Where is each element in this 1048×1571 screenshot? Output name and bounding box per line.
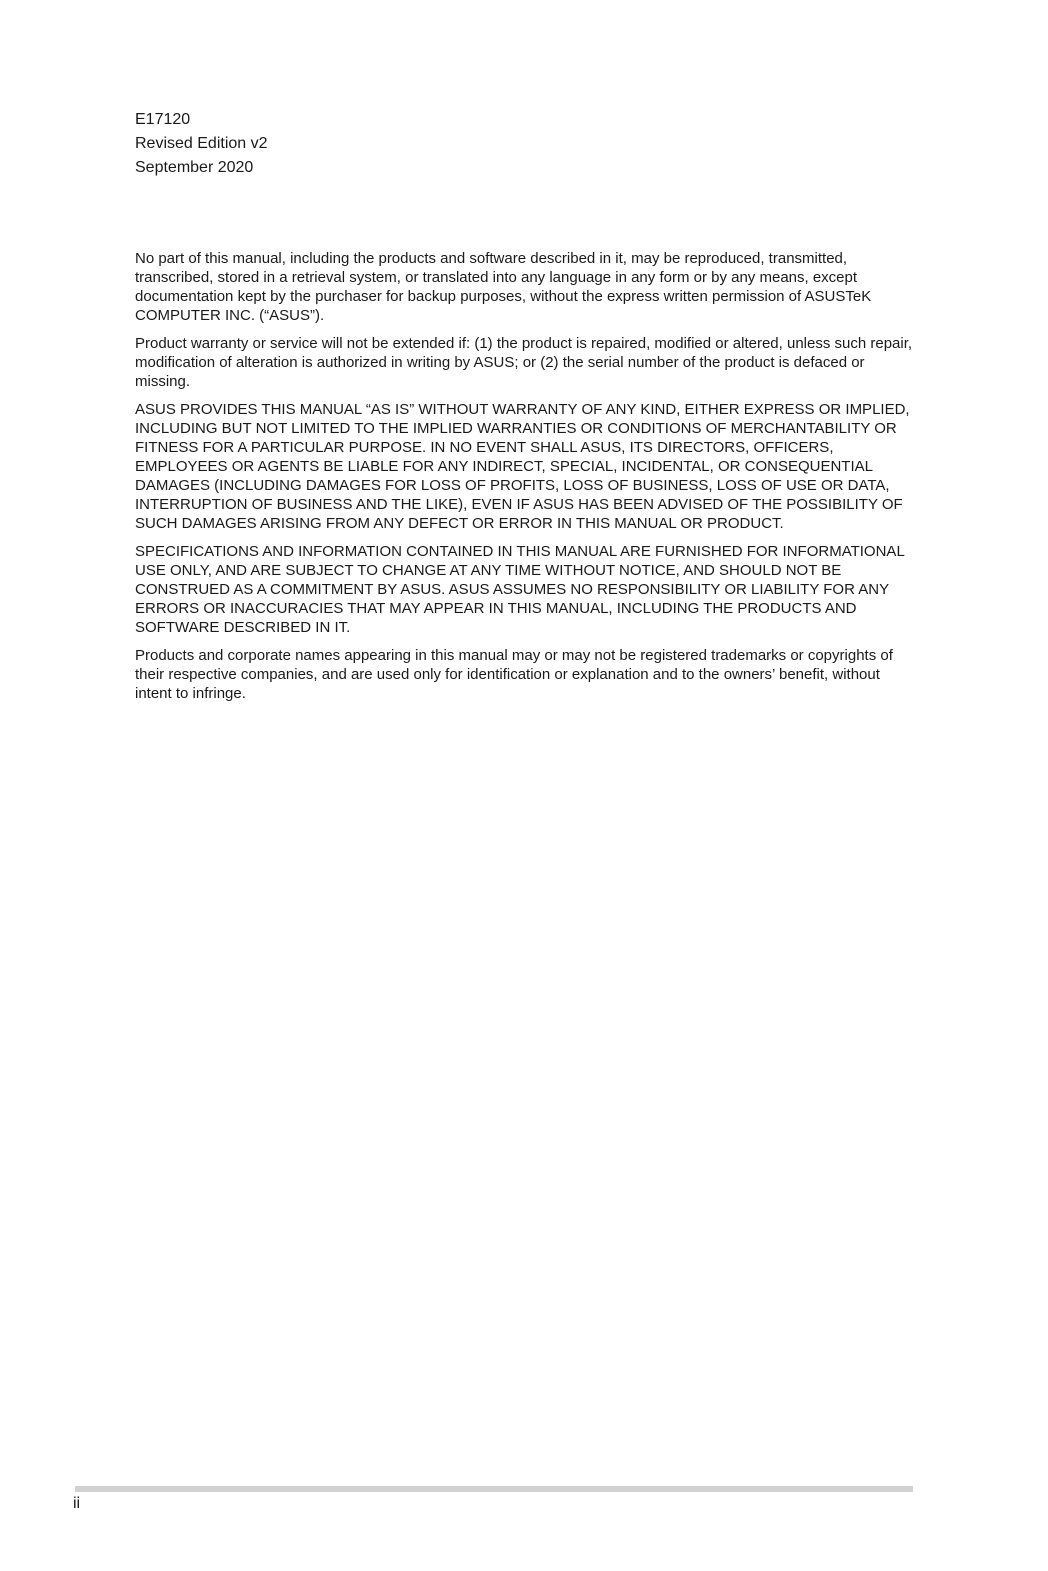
legal-text-block xyxy=(135,249,917,712)
paragraph-trademarks-notice: Products and corporate names appearing in this manual may or may not be registered trademarks or copyrights of their respective companies, and are used only for identification or explanation and to the owners’ benefit, without intent to infringe. xyxy=(135,647,893,702)
edition-date: September 2020 xyxy=(135,159,254,176)
footer-divider-rule xyxy=(75,1486,913,1492)
edition-label: Revised Edition v2 xyxy=(135,135,268,152)
paragraph-reproduction-notice: No part of this manual, including the products and software described in it, may be reproduced, transmitted, transcribed, stored in a retrieval system, or translated into any language in any form or by any means, except documentation kept by the purchaser for backup purposes, without the express written permission of ASUSTeK COMPUTER INC. (“ASUS”). xyxy=(135,250,872,324)
paragraph-specifications-notice: SPECIFICATIONS AND INFORMATION CONTAINED IN THIS MANUAL ARE FURNISHED FOR INFORMATIONAL USE ONLY, AND ARE SUBJECT TO CHANGE AT ANY TIME WITHOUT NOTICE, AND SHOULD NOT BE CONSTRUED AS A COMMITMENT BY ASUS. ASUS ASSUMES NO RESPONSIBILITY OR LIABILITY FOR ANY ERRORS OR INACCURACIES THAT MAY APPEAR IN THIS MANUAL, INCLUDING THE PRODUCTS AND SOFTWARE DESCRIBED IN IT. xyxy=(135,543,905,636)
paragraph-warranty-conditions: Product warranty or service will not be extended if: (1) the product is repaired, modified or altered, unless such repair, modification of alteration is authorized in writing by ASUS; or (2) the serial number of the product is defaced or missing. xyxy=(135,335,913,390)
part-number: E17120 xyxy=(135,111,191,128)
page-number: ii xyxy=(73,1495,81,1512)
paragraph-as-is-disclaimer: ASUS PROVIDES THIS MANUAL “AS IS” WITHOUT WARRANTY OF ANY KIND, EITHER EXPRESS OR IMPLIED, INCLUDING BUT NOT LIMITED TO THE IMPLIED WARRANTIES OR CONDITIONS OF MERCHANTABILITY OR FITNESS FOR A PARTICULAR PURPOSE. IN NO EVENT SHALL ASUS, ITS DIRECTORS, OFFICERS, EMPLOYEES OR AGENTS BE LIABLE FOR ANY INDIRECT, SPECIAL, INCIDENTAL, OR CONSEQUENTIAL DAMAGES (INCLUDING DAMAGES FOR LOSS OF PROFITS, LOSS OF BUSINESS, LOSS OF USE OR DATA, INTERRUPTION OF BUSINESS AND THE LIKE), EVEN IF ASUS HAS BEEN ADVISED OF THE POSSIBILITY OF SUCH DAMAGES ARISING FROM ANY DEFECT OR ERROR IN THIS MANUAL OR PRODUCT. xyxy=(135,401,910,532)
edition-info-block xyxy=(135,108,268,180)
